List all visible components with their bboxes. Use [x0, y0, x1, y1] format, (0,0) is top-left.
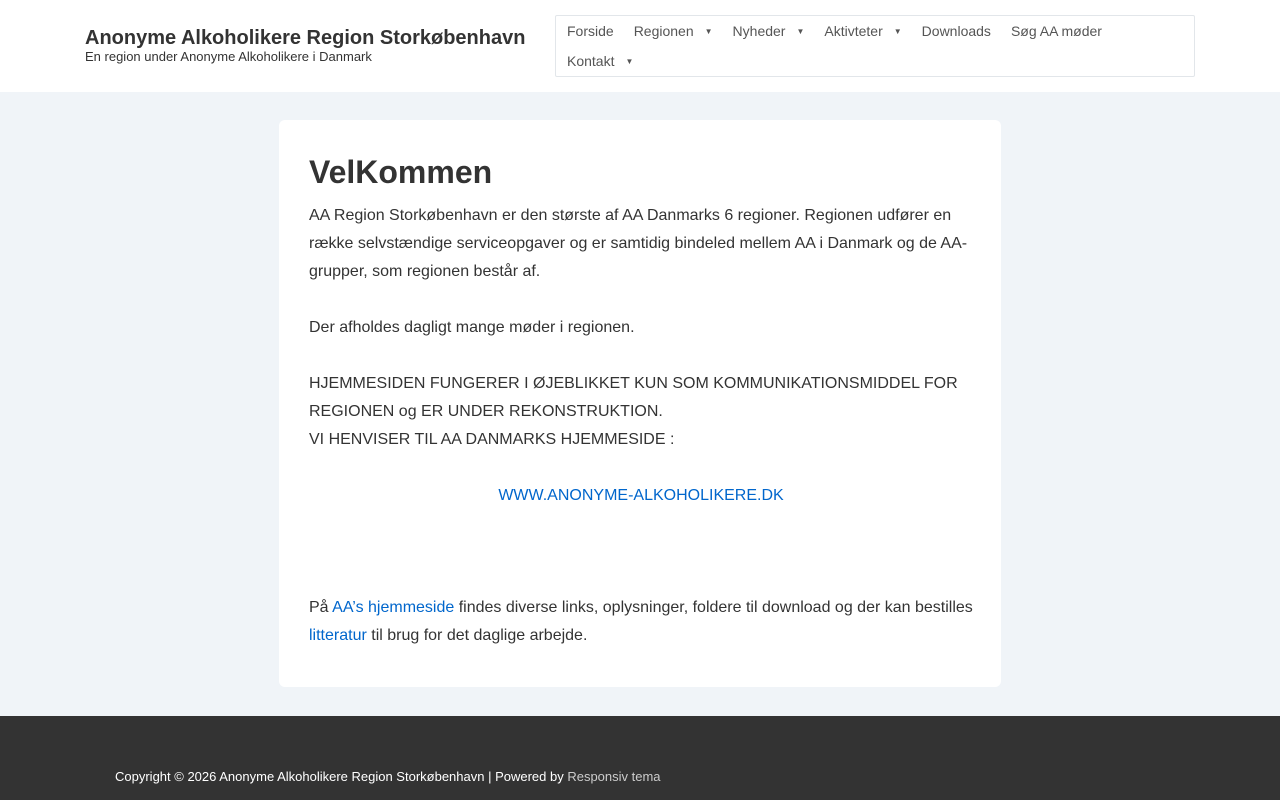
nav-row — [556, 46, 643, 76]
nav-item-label: Forside — [567, 23, 614, 39]
nav-item-label: Søg AA møder — [1010, 23, 1102, 39]
footer-copyright — [115, 769, 661, 784]
aa-website-link[interactable]: WWW.ANONYME-ALKOHOLIKERE.DK — [498, 487, 784, 504]
meetings-paragraph: Der afholdes dagligt mange møder i regionen. — [309, 319, 635, 336]
nav-item-label: Nyheder — [732, 23, 786, 39]
nav-item-downloads[interactable] — [912, 16, 1001, 46]
nav-item-label: Regionen — [633, 23, 694, 39]
main-content-card — [279, 120, 1001, 687]
nav-item-forside[interactable] — [556, 16, 624, 46]
nav-item-label: Downloads — [921, 23, 991, 39]
notice-referral: VI HENVISER TIL AA DANMARKS HJEMMESIDE : — [309, 431, 675, 448]
caret-down-icon: ▼ — [625, 56, 634, 66]
site-footer — [0, 716, 1280, 800]
notice-paragraph: HJEMMESIDEN FUNGERER I ØJEBLIKKET KUN SOM KOMMUNIKATIONSMIDDEL FOR REGIONEN og ER UNDER REKONSTRUKTION. — [309, 375, 958, 420]
links-prefix: På — [309, 599, 333, 616]
intro-paragraph: AA Region Storkøbenhavn er den største af AA Danmarks 6 regioner. Regionen udfører en række selvstændige serviceopgaver og er samtidig bindeled mellem AA i Danmark og de AA-grupper, som regionen består af. — [309, 207, 968, 280]
aa-homepage-link[interactable]: AA’s hjemmeside — [332, 599, 455, 616]
caret-down-icon: ▼ — [704, 26, 713, 36]
links-middle: findes diverse links, oplysninger, foldere til download og der kan bestilles — [454, 599, 973, 616]
caret-down-icon: ▼ — [893, 26, 902, 36]
links-paragraph — [309, 594, 973, 650]
website-link-paragraph — [309, 482, 973, 510]
nav-item-nyheder[interactable] — [723, 16, 815, 46]
nav-item-sog-aa-moder[interactable] — [1001, 16, 1112, 46]
site-branding — [85, 27, 525, 64]
site-header — [0, 0, 1280, 92]
theme-link[interactable]: Responsiv tema — [567, 769, 661, 784]
site-title-link[interactable]: Anonyme Alkoholikere Region Storkøbenhavn — [85, 27, 526, 49]
nav-row — [556, 16, 1112, 46]
literature-link[interactable]: litteratur — [309, 627, 367, 644]
nav-item-label: Aktivteter — [824, 23, 883, 39]
caret-down-icon: ▼ — [796, 26, 805, 36]
links-suffix: til brug for det daglige arbejde. — [366, 627, 588, 644]
nav-item-kontakt[interactable] — [556, 46, 643, 76]
content-body — [309, 152, 973, 650]
site-tagline: En region under Anonyme Alkoholikere i Danmark — [85, 49, 372, 64]
copyright-text: Copyright © 2026 Anonyme Alkoholikere Region Storkøbenhavn | Powered by — [115, 769, 568, 784]
nav-item-label: Kontakt — [567, 53, 615, 69]
nav-item-regionen[interactable] — [624, 16, 723, 46]
main-navigation — [555, 15, 1195, 77]
nav-item-aktivteter[interactable] — [814, 16, 911, 46]
page-title: VelKommen — [309, 154, 493, 190]
